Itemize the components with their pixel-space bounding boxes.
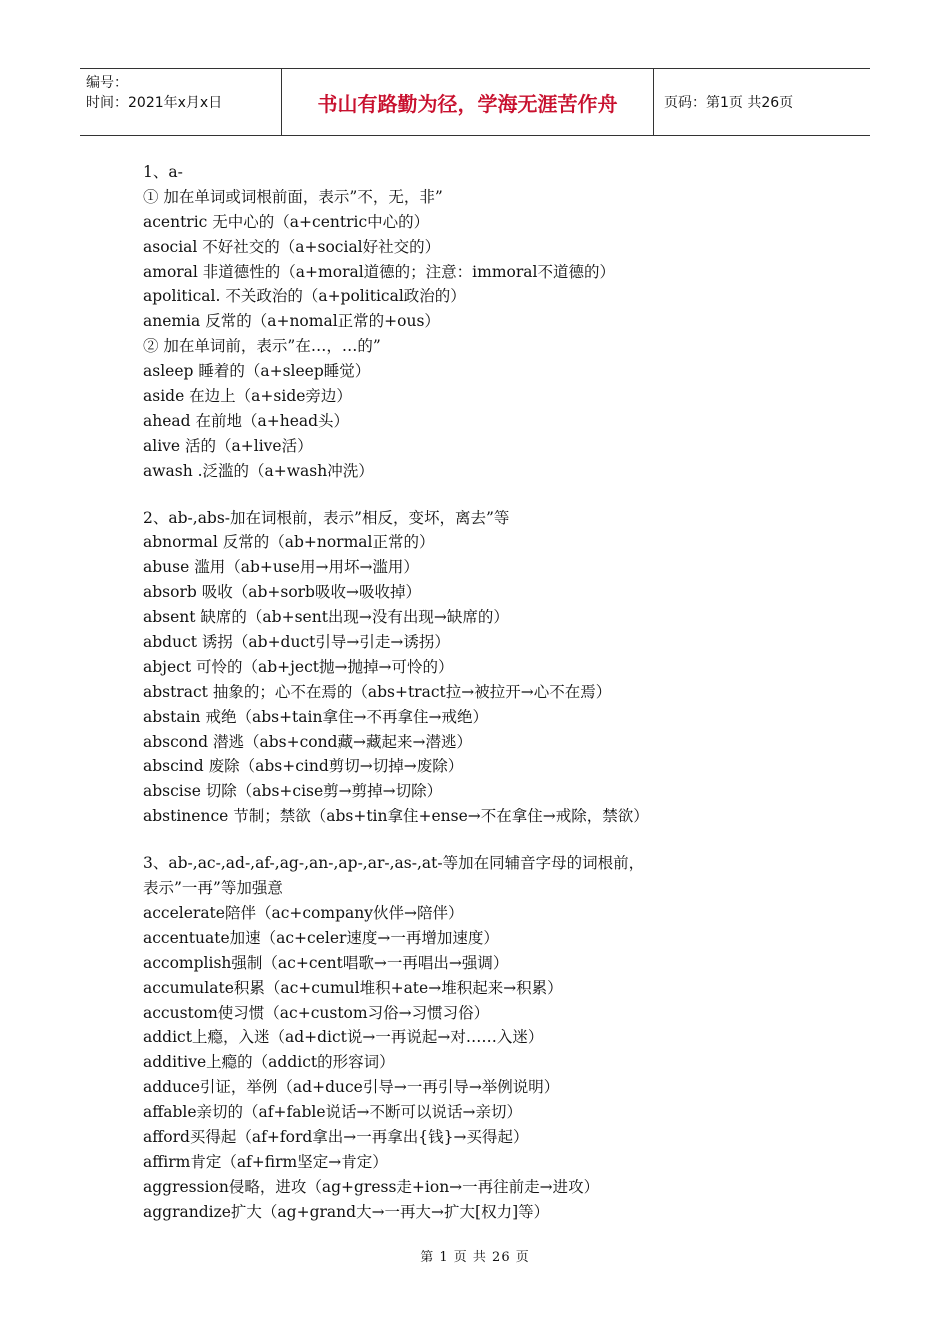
text-line: asleep 睡着的（a+sleep睡觉）	[143, 362, 371, 381]
text-line: acentric 无中心的（a+centric中心的）	[143, 212, 430, 231]
text-line: absent 缺席的（ab+sent出现→没有出现→缺席的）	[143, 608, 509, 627]
text-line: accustom使习惯（ac+custom习俗→习惯习俗）	[143, 1003, 490, 1022]
header-page-info	[654, 69, 870, 135]
section-gap	[143, 484, 843, 506]
motto-text: 书山有路勤为径，学海无涯苦作舟	[317, 91, 618, 116]
text-line: affirm肯定（af+firm坚定→肯定）	[143, 1152, 388, 1171]
text-line: amoral 非道德性的（a+moral道德的；注意：immoral不道德的）	[143, 262, 615, 281]
text-line: ② 加在单词前，表示”在…，…的”	[143, 337, 381, 356]
text-line: aside 在边上（a+side旁边）	[143, 387, 352, 406]
section-1	[143, 160, 843, 484]
text-line: accelerate陪伴（ac+company伙伴→陪伴）	[143, 903, 464, 922]
text-line: abject 可怜的（ab+ject抛→抛掉→可怜的）	[143, 657, 454, 676]
text-line: alive 活的（a+live活）	[143, 436, 313, 455]
text-line: affable亲切的（af+fable说话→不断可以说话→亲切）	[143, 1103, 523, 1122]
text-line: abscind 废除（abs+cind剪切→切掉→废除）	[143, 757, 464, 776]
text-line: abuse 滥用（ab+use用→用坏→滥用）	[143, 558, 419, 577]
text-line: abnormal 反常的（ab+normal正常的）	[143, 533, 435, 552]
text-line: 3、ab-,ac-,ad-,af-,ag-,an-,ap-,ar-,as-,at-等加在同辅音字母的词根前，	[143, 854, 645, 873]
text-line: ① 加在单词或词根前面，表示”不，无，非”	[143, 187, 443, 206]
section-3	[143, 851, 843, 1224]
document-number-label: 编号：	[86, 75, 128, 91]
page-info-text: 页码：第1页 共26页	[664, 95, 794, 111]
text-line: abstain 戒绝（abs+tain拿住→不再拿住→戒绝）	[143, 707, 488, 726]
text-line: accumulate积累（ac+cumul堆积+ate→堆积起来→积累）	[143, 978, 563, 997]
text-line: apolitical. 不关政治的（a+political政治的）	[143, 287, 466, 306]
section-2	[143, 506, 843, 830]
text-line: 1、a-	[143, 163, 183, 181]
text-line: absorb 吸收（ab+sorb吸收→吸收掉）	[143, 583, 421, 602]
text-line: abscise 切除（abs+cise剪→剪掉→切除）	[143, 782, 443, 801]
text-line: anemia 反常的（a+nomal正常的+ous）	[143, 312, 440, 331]
text-line: aggrandize扩大（ag+grand大→一再大→扩大[权力]等）	[143, 1202, 550, 1221]
text-line: asocial 不好社交的（a+social好社交的）	[143, 237, 441, 256]
document-body	[143, 160, 843, 1225]
text-line: 表示”一再”等加强意	[143, 879, 283, 898]
text-line: accentuate加速（ac+celer速度→一再增加速度）	[143, 928, 499, 947]
text-line: adduce引证，举例（ad+duce引导→一再引导→举例说明）	[143, 1078, 560, 1097]
text-line: 2、ab-,abs-加在词根前，表示”相反，变坏，离去”等	[143, 508, 510, 527]
text-line: ahead 在前地（a+head头）	[143, 411, 350, 430]
text-line: addict上瘾，入迷（ad+dict说→一再说起→对……入迷）	[143, 1028, 544, 1047]
text-line: abscond 潜逃（abs+cond藏→藏起来→潜逃）	[143, 732, 472, 751]
text-line: additive上瘾的（addict的形容词）	[143, 1053, 395, 1072]
text-line: abstinence 节制；禁欲（abs+tin拿住+ense→不在拿住→戒除，禁欲）	[143, 807, 649, 826]
section-gap	[143, 829, 843, 851]
text-line: afford买得起（af+ford拿出→一再拿出{钱}→买得起）	[143, 1127, 529, 1146]
text-line: aggression侵略，进攻（ag+gress走+ion→一再往前走→进攻）	[143, 1177, 600, 1196]
text-line: accomplish强制（ac+cent唱歌→一再唱出→强调）	[143, 953, 509, 972]
document-time-label: 时间：2021年x月x日	[86, 95, 223, 111]
page-footer: 第 1 页 共 26 页	[420, 1250, 530, 1265]
text-line: awash .泛滥的（a+wash冲洗）	[143, 461, 374, 480]
header-motto	[282, 69, 654, 135]
text-line: abstract 抽象的；心不在焉的（abs+tract拉→被拉开→心不在焉）	[143, 682, 612, 701]
header-meta-cell	[80, 69, 282, 135]
page-header	[80, 68, 870, 136]
text-line: abduct 诱拐（ab+duct引导→引走→诱拐）	[143, 633, 450, 652]
